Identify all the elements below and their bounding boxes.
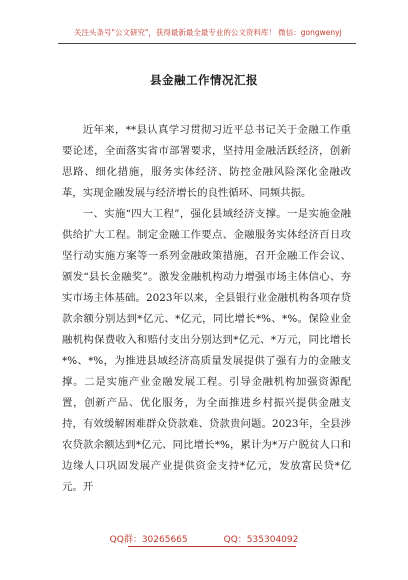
header-promo-text: 关注头条号"公文研究"，获得最新最全最专业的公文资料库！ 微信：gongwenyj [74, 28, 342, 37]
page-footer [0, 532, 408, 545]
document-body [62, 120, 351, 498]
document-title: 县金融工作情况汇报 [150, 73, 258, 87]
footer-qq-contact: QQ：535304092 [223, 535, 299, 545]
footer-underline [128, 546, 296, 547]
footer-qq-group: QQ群：30265665 [109, 535, 188, 545]
header-divider [58, 43, 356, 44]
body-paragraph-section-1: 一、实施“四大工程”，强化县域经济支撑。一是实施金融供给扩大工程。制定金融工作要点、金融服务实体经济百日攻坚行动实施方案等一系列金融政策措施，召开金融工作会议、颁发“县长金融奖”。激发金融机构动力增强市场主体信心、夯实市场主体基础。2023年以来，全县银行业金融机构各项存贷款余额分别达到*亿元、*亿元，同比增长*%、*%。保险业金融机构保费收入和赔付支出分别达到*亿元、*万元，同比增长*%、*%，为推进县域经济高质量发展提供了强有力的金融支撑。二是实施产业金融发展工程。引导金融机构加强资源配置，创新产品、优化服务，为全面推进乡村振兴提供金融支持，有效缓解困难群众贷款难、贷款贵问题。2023年，全县涉农贷款余额达到*亿元、同比增长*%，累计为*万户脱贫人口和边缘人口巩固发展产业提供资金支持*亿元，发放富民贷*亿元。开 [62, 208, 351, 493]
body-paragraph-intro: 近年来，**县认真学习贯彻习近平总书记关于金融工作重要论述，全面落实省市部署要求，坚持用金融活跃经济，创新思路、细化措施，服务实体经济、防控金融风险深化金融改革，实现金融发展与经济增长的良性循环、同频共振。 [62, 124, 351, 199]
page-header [0, 0, 408, 58]
